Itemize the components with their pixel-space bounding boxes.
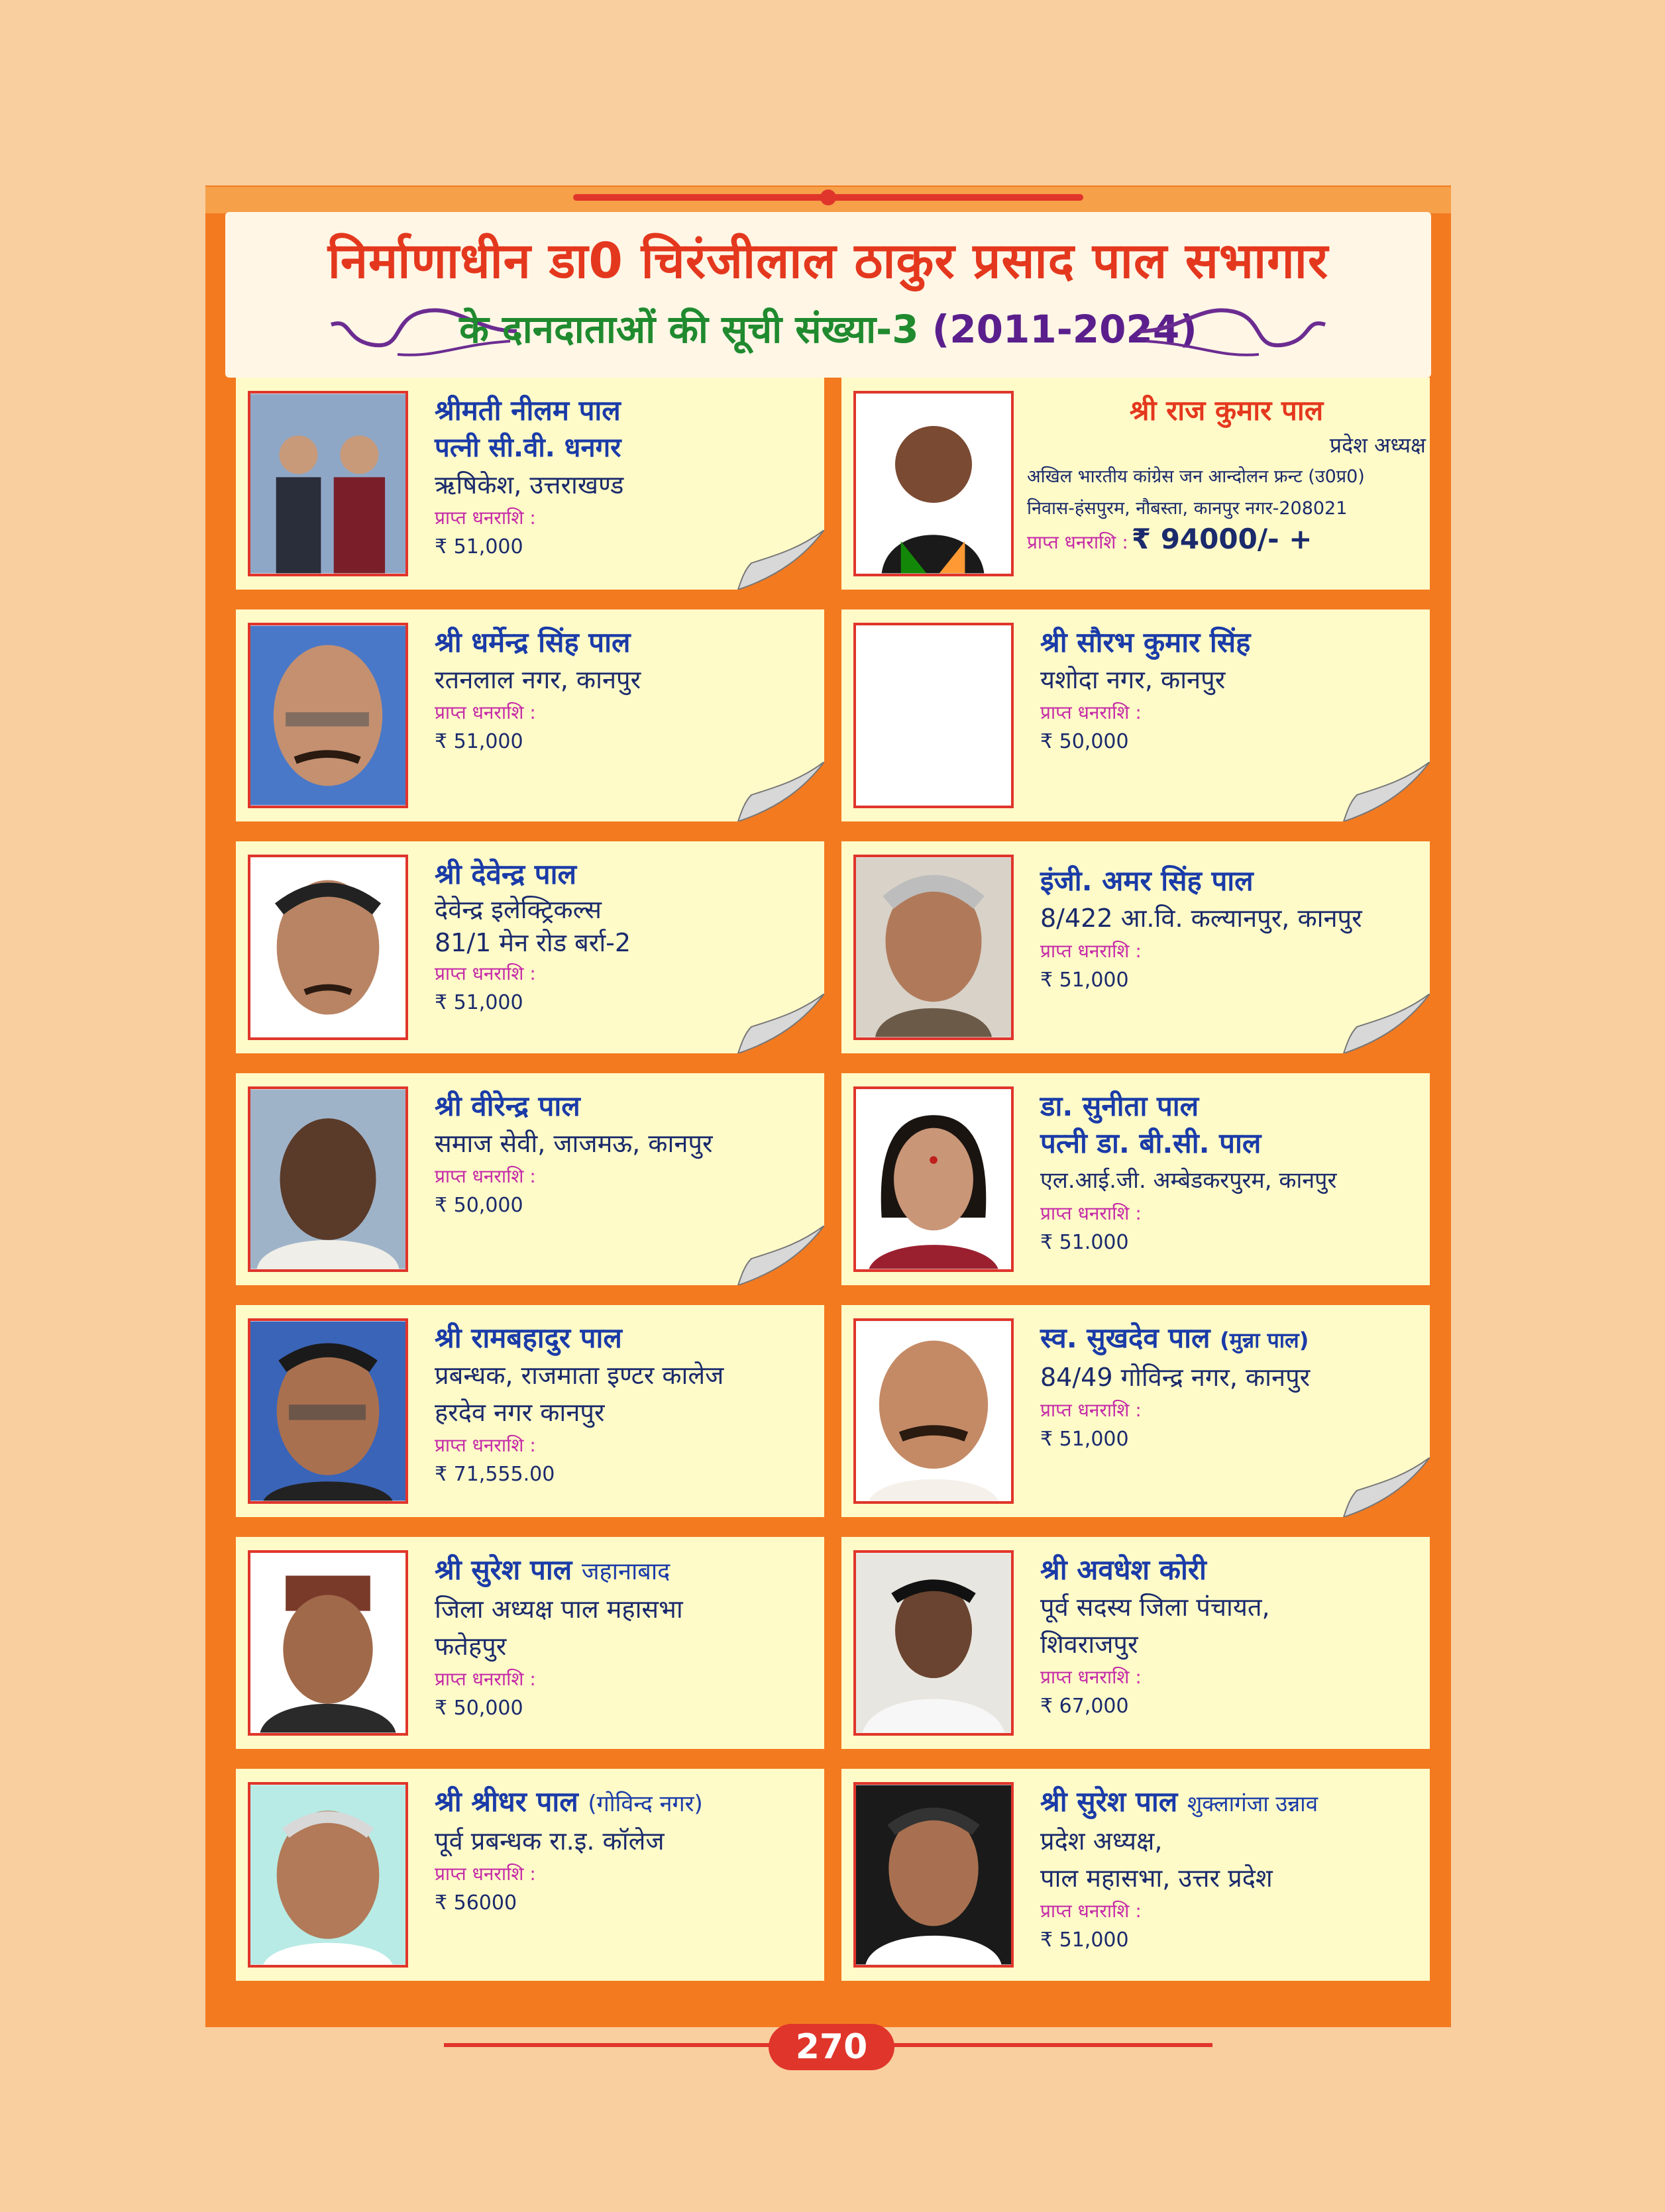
amount-label: प्राप्त धनराशि : — [435, 1165, 536, 1187]
donor-info — [1040, 1552, 1426, 1721]
page-curl-decoration — [725, 1226, 824, 1285]
donation-amount: ₹ 50,000 — [1040, 730, 1129, 753]
donor-photo — [853, 1318, 1014, 1504]
donor-name: श्री धर्मेन्द्र सिंह पाल — [435, 626, 631, 658]
donor-detail: पत्नी डा. बी.सी. पाल — [1040, 1127, 1262, 1159]
donor-card — [236, 1305, 824, 1517]
page-curl-decoration — [1330, 1457, 1430, 1517]
donor-info — [435, 1552, 820, 1723]
donation-amount: ₹ 56000 — [435, 1891, 517, 1915]
donation-amount: ₹ 51,000 — [435, 991, 523, 1014]
donor-photo — [248, 855, 408, 1040]
donor-photo — [248, 1550, 408, 1736]
donor-detail: प्रबन्धक, राजमाता इण्टर कालेज — [435, 1361, 724, 1390]
donor-detail: रतनलाल नगर, कानपुर — [435, 665, 641, 694]
page-curl-decoration — [725, 994, 824, 1053]
donor-card — [841, 378, 1430, 590]
donor-alias: (मुन्ना पाल) — [1220, 1328, 1309, 1353]
donor-detail: 8/422 आ.वि. कल्यानपुर, कानपुर — [1040, 904, 1362, 933]
donor-card — [236, 1537, 824, 1749]
donor-name: श्री सुरेश पाल — [435, 1554, 572, 1586]
donor-name: श्री सौरभ कुमार सिंह — [1040, 626, 1251, 658]
donor-detail: देवेन्द्र इलेक्ट्रिकल्स — [435, 895, 602, 924]
donor-detail: जिला अध्यक्ष पाल महासभा — [435, 1595, 683, 1624]
donation-amount: ₹ 51.000 — [1040, 1231, 1129, 1254]
donor-name: श्रीमती नीलम पाल — [435, 394, 621, 427]
donor-name-row — [435, 1552, 820, 1591]
donor-info — [435, 1088, 820, 1220]
donor-name: श्री अवधेश कोरी — [1040, 1554, 1207, 1586]
donation-amount: ₹ 67,000 — [1040, 1695, 1129, 1718]
amount-label: प्राप्त धनराशि : — [1040, 1399, 1142, 1421]
donation-amount: ₹ 51,000 — [1040, 969, 1129, 992]
donor-info — [1027, 392, 1426, 557]
amount-label: प्राप्त धनराशि : — [435, 507, 536, 529]
amount-label: प्राप्त धनराशि : — [1027, 531, 1128, 553]
donor-info — [1040, 1320, 1426, 1454]
donation-amount: ₹ 51,000 — [435, 730, 523, 753]
page-curl-decoration — [1330, 994, 1430, 1053]
donor-detail: ऋषिकेश, उत्तराखण्ड — [435, 470, 624, 500]
donor-name-row — [435, 1783, 820, 1822]
donor-detail: निवास-हंसपुरम, नौबस्ता, कानपुर नगर-208021 — [1027, 498, 1348, 519]
donor-name-row — [1040, 1320, 1426, 1359]
donor-detail: एल.आई.जी. अम्बेडकरपुरम, कानपुर — [1040, 1167, 1337, 1194]
subtitle-years: (2011-2024) — [932, 307, 1197, 352]
donor-name: श्री राज कुमार पाल — [1129, 394, 1324, 427]
donor-name: इंजी. अमर सिंह पाल — [1040, 865, 1254, 897]
donation-amount: ₹ 51,000 — [1040, 1428, 1129, 1451]
donor-info — [435, 1783, 820, 1918]
amount-label: प्राप्त धनराशि : — [435, 963, 536, 984]
donor-card — [236, 1769, 824, 1981]
donor-photo — [248, 1782, 408, 1968]
donor-card — [841, 841, 1430, 1053]
amount-label: प्राप्त धनराशि : — [435, 702, 536, 723]
donor-card — [236, 609, 824, 821]
donor-photo — [853, 1782, 1014, 1968]
donor-detail: शिवराजपुर — [1040, 1630, 1138, 1659]
donor-detail: पूर्व प्रबन्धक रा.इ. कॉलेज — [435, 1826, 665, 1856]
donor-name: श्री देवेन्द्र पाल — [435, 858, 577, 890]
donor-name: डा. सुनीता पाल — [1040, 1090, 1199, 1122]
donor-detail: फतेहपुर — [435, 1632, 507, 1661]
amount-label: प्राप्त धनराशि : — [1040, 940, 1142, 962]
donor-photo-placeholder — [853, 623, 1014, 808]
donor-info — [1040, 1088, 1426, 1257]
donor-detail: पत्नी सी.वी. धनगर — [435, 433, 621, 463]
donor-info — [435, 1320, 820, 1489]
donor-card — [841, 1073, 1430, 1285]
donation-amount: ₹ 50,000 — [435, 1194, 523, 1217]
amount-label: प्राप्त धनराशि : — [435, 1434, 536, 1456]
donor-detail: प्रदेश अध्यक्ष — [1329, 433, 1426, 458]
donor-detail: 84/49 गोविन्द्र नगर, कानपुर — [1040, 1363, 1311, 1392]
amount-row — [1027, 525, 1426, 557]
donor-name: श्री रामबहादुर पाल — [435, 1322, 622, 1354]
donor-photo — [853, 1550, 1014, 1736]
donor-info — [1040, 856, 1426, 995]
donor-name-row — [1040, 1783, 1430, 1822]
donor-card — [841, 1769, 1430, 1981]
donor-name: स्व. सुखदेव पाल — [1040, 1322, 1210, 1354]
donor-photo — [853, 1086, 1014, 1272]
amount-label: प्राप्त धनराशि : — [1040, 702, 1142, 723]
donor-photo — [853, 391, 1014, 576]
donor-card — [841, 1537, 1430, 1749]
donation-amount: ₹ 51,000 — [435, 535, 523, 558]
donor-card — [236, 1073, 824, 1285]
donor-detail: पूर्व सदस्य जिला पंचायत, — [1040, 1593, 1270, 1622]
donor-detail: प्रदेश अध्यक्ष, — [1040, 1826, 1163, 1856]
donor-detail: 81/1 मेन रोड बर्रा-2 — [435, 928, 631, 957]
donor-place: जहानाबाद — [581, 1558, 671, 1585]
top-ornament-border — [205, 187, 1451, 213]
donor-info — [1040, 1783, 1430, 1955]
donor-name: श्री सुरेश पाल — [1040, 1785, 1178, 1818]
donor-name: श्री श्रीधर पाल — [435, 1785, 578, 1818]
donor-detail: पाल महासभा, उत्तर प्रदेश — [1040, 1864, 1273, 1893]
donor-photo — [248, 1086, 408, 1272]
page-number: 270 — [769, 2024, 894, 2070]
donor-detail: हरदेव नगर कानपुर — [435, 1398, 605, 1427]
donor-card — [841, 609, 1430, 821]
page-curl-decoration — [725, 530, 824, 590]
donation-amount: ₹ 51,000 — [1040, 1928, 1129, 1952]
donation-amount: ₹ 71,555.00 — [435, 1463, 555, 1486]
amount-label: प्राप्त धनराशि : — [435, 1668, 536, 1690]
donor-detail: समाज सेवी, जाजमऊ, कानपुर — [435, 1129, 713, 1158]
donor-detail: यशोदा नगर, कानपुर — [1040, 665, 1226, 694]
donor-place: शुक्लागंजा उन्नाव — [1187, 1791, 1318, 1817]
donor-card — [236, 841, 824, 1053]
amount-label: प्राप्त धनराशि : — [1040, 1900, 1142, 1922]
donor-card — [841, 1305, 1430, 1517]
donor-name: श्री वीरेन्द्र पाल — [435, 1090, 580, 1122]
donation-amount: ₹ 50,000 — [435, 1697, 523, 1720]
donation-amount: ₹ 94000/- + — [1131, 523, 1313, 555]
decorative-swirl-right — [1133, 291, 1332, 364]
donor-card — [236, 378, 824, 590]
page-curl-decoration — [1330, 762, 1430, 821]
page-title: निर्माणाधीन डा0 चिरंजीलाल ठाकुर प्रसाद पाल सभागार — [327, 233, 1329, 290]
subtitle-text: के दानदाताओं की सूची संख्या-3 — [459, 307, 919, 352]
donor-photo — [853, 855, 1014, 1040]
amount-label: प्राप्त धनराशि : — [1040, 1202, 1142, 1224]
page-curl-decoration — [725, 762, 824, 821]
amount-label: प्राप्त धनराशि : — [1040, 1666, 1142, 1688]
donor-photo — [248, 391, 408, 576]
donor-place: (गोविन्द नगर) — [588, 1791, 703, 1817]
donor-photo — [248, 623, 408, 808]
donor-photo — [248, 1318, 408, 1504]
donor-info — [1040, 624, 1426, 757]
donor-detail: अखिल भारतीय कांग्रेस जन आन्दोलन फ्रन्ट (उ0प्र0) — [1027, 466, 1365, 487]
amount-label: प्राप्त धनराशि : — [435, 1863, 536, 1885]
page-header — [225, 212, 1431, 378]
donor-info — [435, 624, 820, 757]
